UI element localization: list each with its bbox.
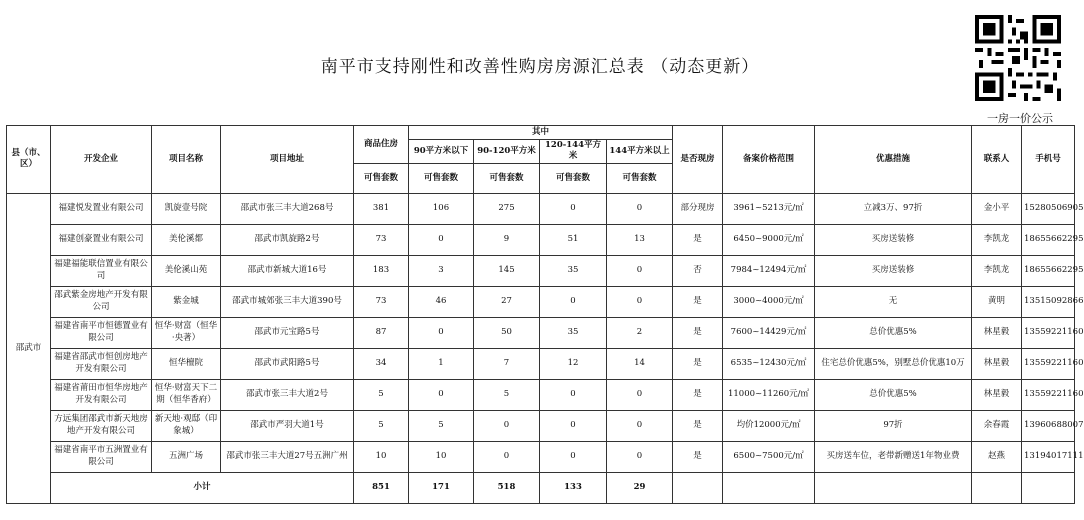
- b2-cell: 27: [474, 286, 540, 317]
- developer-cell: 邵武紫金房地产开发有限公司: [51, 286, 152, 317]
- developer-cell: 福建创豪置业有限公司: [51, 224, 152, 255]
- contact-cell: 余春霞: [972, 410, 1022, 441]
- project-cell: 凯旋壹号院: [152, 193, 221, 224]
- b2-cell: 145: [474, 255, 540, 286]
- phone-cell: 13194017111: [1022, 441, 1075, 472]
- developer-cell: 福建省邵武市恒创房地产开发有限公司: [51, 348, 152, 379]
- b2-cell: 9: [474, 224, 540, 255]
- ready-cell: 是: [673, 317, 723, 348]
- price-cell: 11000~11260元/㎡: [723, 379, 815, 410]
- project-cell: 美伦溪都: [152, 224, 221, 255]
- b3-cell: 12: [540, 348, 607, 379]
- table-row: [7, 441, 1075, 472]
- header-b1: 90平方米以下: [409, 140, 474, 164]
- price-cell: 6450~9000元/㎡: [723, 224, 815, 255]
- phone-cell: 13515092866: [1022, 286, 1075, 317]
- b4-cell: 0: [607, 255, 673, 286]
- b4-cell: 0: [607, 379, 673, 410]
- developer-cell: 福建省南平市五洲置业有限公司: [51, 441, 152, 472]
- header-available-b2: 可售套数: [474, 163, 540, 193]
- discount-cell: 97折: [815, 410, 972, 441]
- b4-cell: 0: [607, 286, 673, 317]
- b2-cell: 50: [474, 317, 540, 348]
- ready-cell: 是: [673, 286, 723, 317]
- subtotal-empty: [972, 472, 1022, 503]
- address-cell: 邵武市新城大道16号: [221, 255, 354, 286]
- discount-cell: 买房送车位，老带新赠送1年物业费: [815, 441, 972, 472]
- ready-cell: 是: [673, 348, 723, 379]
- subtotal-b3: 133: [540, 472, 607, 503]
- header-contact: 联系人: [972, 126, 1022, 194]
- contact-cell: 林星毅: [972, 379, 1022, 410]
- developer-cell: 福建省莆田市恒华房地产开发有限公司: [51, 379, 152, 410]
- ready-cell: 是: [673, 224, 723, 255]
- header-developer: 开发企业: [51, 126, 152, 194]
- b1-cell: 46: [409, 286, 474, 317]
- header-available-b1: 可售套数: [409, 163, 474, 193]
- ready-cell: 是: [673, 410, 723, 441]
- subtotal-row: [7, 472, 1075, 503]
- discount-cell: 无: [815, 286, 972, 317]
- b3-cell: 35: [540, 317, 607, 348]
- table-row: [7, 379, 1075, 410]
- subtotal-empty: [673, 472, 723, 503]
- header-available-total: 可售套数: [354, 163, 409, 193]
- b2-cell: 7: [474, 348, 540, 379]
- header-ready: 是否现房: [673, 126, 723, 194]
- subtotal-b4: 29: [607, 472, 673, 503]
- project-cell: 紫金城: [152, 286, 221, 317]
- price-cell: 7600~14429元/㎡: [723, 317, 815, 348]
- header-discount: 优惠措施: [815, 126, 972, 194]
- table-row: [7, 193, 1075, 224]
- subtotal-empty: [815, 472, 972, 503]
- project-cell: 五洲广场: [152, 441, 221, 472]
- ready-cell: 否: [673, 255, 723, 286]
- b2-cell: 275: [474, 193, 540, 224]
- b1-cell: 106: [409, 193, 474, 224]
- b4-cell: 0: [607, 441, 673, 472]
- discount-cell: 立减3万、97折: [815, 193, 972, 224]
- price-cell: 6500~7500元/㎡: [723, 441, 815, 472]
- table-row: [7, 255, 1075, 286]
- contact-cell: 李凯龙: [972, 255, 1022, 286]
- contact-cell: 赵燕: [972, 441, 1022, 472]
- phone-cell: 13559221160: [1022, 379, 1075, 410]
- total-cell: 73: [354, 224, 409, 255]
- address-cell: 邵武市张三丰大道268号: [221, 193, 354, 224]
- discount-cell: 总价优惠5%: [815, 317, 972, 348]
- address-cell: 邵武市张三丰大道2号: [221, 379, 354, 410]
- header-b3: 120-144平方米: [540, 140, 607, 164]
- address-cell: 邵武市元宝路5号: [221, 317, 354, 348]
- b3-cell: 0: [540, 410, 607, 441]
- project-cell: 美伦溪山苑: [152, 255, 221, 286]
- developer-cell: 福建省南平市恒德置业有限公司: [51, 317, 152, 348]
- discount-cell: 买房送装修: [815, 224, 972, 255]
- qr-caption: 一房一价公示: [987, 112, 1053, 125]
- qr-code: [975, 12, 1061, 104]
- b3-cell: 0: [540, 441, 607, 472]
- price-cell: 均价12000元/㎡: [723, 410, 815, 441]
- header-b2: 90-120平方米: [474, 140, 540, 164]
- project-cell: 新天地·观邸（印象城）: [152, 410, 221, 441]
- header-b4: 144平方米以上: [607, 140, 673, 164]
- header-phone: 手机号: [1022, 126, 1075, 194]
- header-of-which: 其中: [409, 126, 673, 140]
- developer-cell: 方远集团邵武市新天地房地产开发有限公司: [51, 410, 152, 441]
- developer-cell: 福建福能联信置业有限公司: [51, 255, 152, 286]
- b1-cell: 1: [409, 348, 474, 379]
- total-cell: 381: [354, 193, 409, 224]
- header-county: 县（市、区）: [7, 126, 51, 194]
- subtotal-b2: 518: [474, 472, 540, 503]
- b3-cell: 51: [540, 224, 607, 255]
- total-cell: 34: [354, 348, 409, 379]
- price-cell: 6535~12430元/㎡: [723, 348, 815, 379]
- discount-cell: 总价优惠5%: [815, 379, 972, 410]
- project-cell: 恒华檀院: [152, 348, 221, 379]
- address-cell: 邵武市凯旋路2号: [221, 224, 354, 255]
- header-project: 项目名称: [152, 126, 221, 194]
- contact-cell: 金小平: [972, 193, 1022, 224]
- discount-cell: 住宅总价优惠5%，别墅总价优惠10万: [815, 348, 972, 379]
- subtotal-total: 851: [354, 472, 409, 503]
- subtotal-label: 小计: [51, 472, 354, 503]
- b1-cell: 5: [409, 410, 474, 441]
- table-row: [7, 224, 1075, 255]
- b4-cell: 14: [607, 348, 673, 379]
- total-cell: 87: [354, 317, 409, 348]
- county-cell: 邵武市: [7, 193, 51, 503]
- phone-cell: 18655662295: [1022, 255, 1075, 286]
- discount-cell: 买房送装修: [815, 255, 972, 286]
- b1-cell: 3: [409, 255, 474, 286]
- contact-cell: 林星毅: [972, 348, 1022, 379]
- total-cell: 183: [354, 255, 409, 286]
- contact-cell: 黄明: [972, 286, 1022, 317]
- price-cell: 3000~4000元/㎡: [723, 286, 815, 317]
- b3-cell: 0: [540, 286, 607, 317]
- table-row: [7, 317, 1075, 348]
- address-cell: 邵武市张三丰大道27号五洲广州: [221, 441, 354, 472]
- table-row: [7, 286, 1075, 317]
- header-price: 备案价格范围: [723, 126, 815, 194]
- table-row: [7, 410, 1075, 441]
- b4-cell: 2: [607, 317, 673, 348]
- b2-cell: 0: [474, 441, 540, 472]
- subtotal-b1: 171: [409, 472, 474, 503]
- b2-cell: 5: [474, 379, 540, 410]
- address-cell: 邵武市城郊张三丰大道390号: [221, 286, 354, 317]
- page-title: 南平市支持刚性和改善性购房房源汇总表 （动态更新）: [320, 57, 760, 77]
- b4-cell: 0: [607, 410, 673, 441]
- phone-cell: 18655662295: [1022, 224, 1075, 255]
- project-cell: 恒华·财富（恒华·央著）: [152, 317, 221, 348]
- b1-cell: 10: [409, 441, 474, 472]
- address-cell: 邵武市严羽大道1号: [221, 410, 354, 441]
- ready-cell: 部分现房: [673, 193, 723, 224]
- housing-summary-table: [6, 125, 1084, 504]
- ready-cell: 是: [673, 441, 723, 472]
- b3-cell: 0: [540, 379, 607, 410]
- b1-cell: 0: [409, 317, 474, 348]
- b4-cell: 13: [607, 224, 673, 255]
- header-available-b3: 可售套数: [540, 163, 607, 193]
- contact-cell: 林星毅: [972, 317, 1022, 348]
- total-cell: 5: [354, 379, 409, 410]
- project-cell: 恒华·财富天下二期（恒华香府）: [152, 379, 221, 410]
- b3-cell: 0: [540, 193, 607, 224]
- b1-cell: 0: [409, 379, 474, 410]
- header-available-b4: 可售套数: [607, 163, 673, 193]
- address-cell: 邵武市武阳路5号: [221, 348, 354, 379]
- b3-cell: 35: [540, 255, 607, 286]
- table-row: [7, 348, 1075, 379]
- header-commercial: 商品住房: [354, 126, 409, 164]
- ready-cell: 是: [673, 379, 723, 410]
- b2-cell: 0: [474, 410, 540, 441]
- header-address: 项目地址: [221, 126, 354, 194]
- total-cell: 5: [354, 410, 409, 441]
- subtotal-empty: [1022, 472, 1075, 503]
- contact-cell: 李凯龙: [972, 224, 1022, 255]
- phone-cell: 13559221160: [1022, 317, 1075, 348]
- subtotal-empty: [723, 472, 815, 503]
- b1-cell: 0: [409, 224, 474, 255]
- price-cell: 7984~12494元/㎡: [723, 255, 815, 286]
- price-cell: 3961~5213元/㎡: [723, 193, 815, 224]
- phone-cell: 15280506905: [1022, 193, 1075, 224]
- phone-cell: 13960688007: [1022, 410, 1075, 441]
- developer-cell: 福建悦发置业有限公司: [51, 193, 152, 224]
- b4-cell: 0: [607, 193, 673, 224]
- phone-cell: 13559221160: [1022, 348, 1075, 379]
- total-cell: 10: [354, 441, 409, 472]
- total-cell: 73: [354, 286, 409, 317]
